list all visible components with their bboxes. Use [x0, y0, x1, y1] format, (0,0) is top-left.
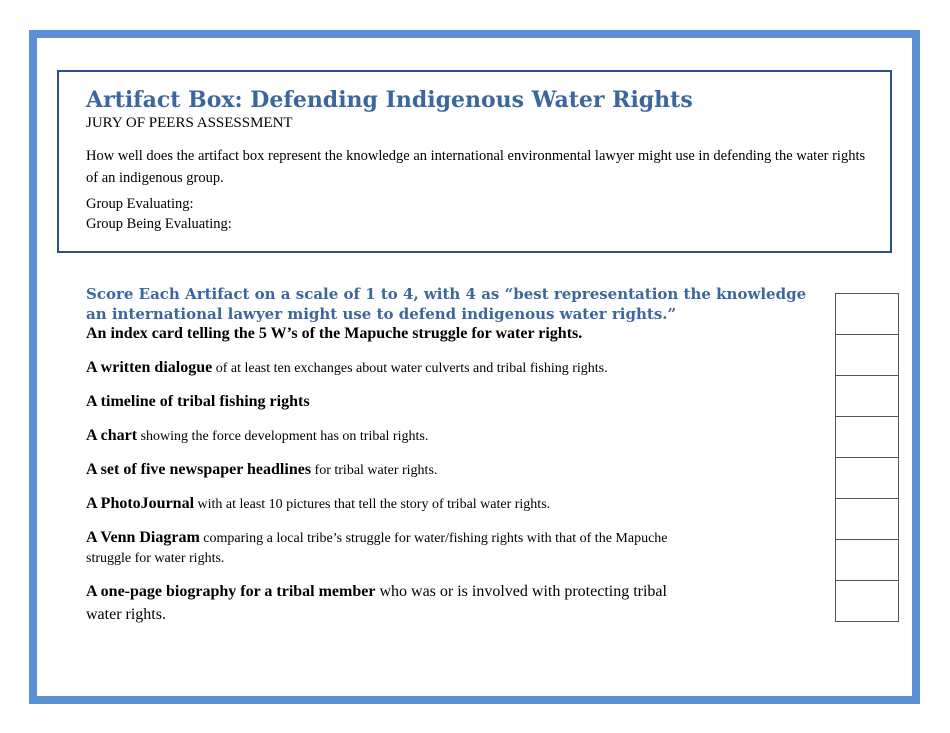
- artifact-item-photojournal: [86, 494, 726, 515]
- scoring-instructions: Score Each Artifact on a scale of 1 to 4, with 4 as “best representation the knowledge an international lawyer might use to defend indigenous water rights.”: [86, 285, 807, 323]
- score-box[interactable]: [836, 581, 898, 622]
- artifact-item-timeline: [86, 392, 726, 413]
- artifact-item-chart: [86, 426, 726, 447]
- artifact-lead: A timeline of tribal fishing rights: [86, 393, 310, 410]
- page-subtitle: JURY OF PEERS ASSESSMENT: [86, 115, 293, 131]
- score-box[interactable]: [836, 335, 898, 376]
- score-box[interactable]: [836, 540, 898, 581]
- assessment-question: How well does the artifact box represent the knowledge an international environmental lawyer might use in defending the water rights of an indigenous group.: [86, 148, 866, 186]
- artifact-lead: An index card telling the 5 W’s of the Mapuche struggle for water rights.: [86, 325, 583, 342]
- artifact-item-written-dialogue: [86, 358, 726, 379]
- score-box[interactable]: [836, 294, 898, 335]
- score-box[interactable]: [836, 376, 898, 417]
- group-evaluating-label: Group Evaluating:: [86, 196, 194, 212]
- artifact-desc: for tribal water rights.: [311, 463, 438, 478]
- score-box[interactable]: [836, 499, 898, 540]
- artifact-lead: A chart: [86, 427, 138, 444]
- artifact-lead: A one-page biography for a tribal member: [86, 583, 376, 600]
- artifact-item-index-card: [86, 324, 726, 345]
- score-box[interactable]: [836, 458, 898, 499]
- group-being-evaluating-label: Group Being Evaluating:: [86, 216, 232, 232]
- artifact-desc: who was or is involved with protecting tribal water rights.: [86, 583, 667, 623]
- artifact-item-newspaper-headlines: [86, 460, 726, 481]
- artifact-lead: A PhotoJournal: [86, 495, 195, 512]
- artifact-item-venn-diagram: [86, 528, 696, 569]
- score-column: [835, 293, 899, 622]
- artifact-item-biography: [86, 581, 706, 627]
- artifact-desc: comparing a local tribe’s struggle for water/fishing rights with that of the Mapuche struggle for water rights.: [86, 531, 668, 566]
- score-box[interactable]: [836, 417, 898, 458]
- artifact-desc: of at least ten exchanges about water culverts and tribal fishing rights.: [212, 361, 608, 376]
- page-title: Artifact Box: Defending Indigenous Water Rights: [86, 87, 693, 113]
- artifact-lead: A Venn Diagram: [86, 529, 200, 546]
- artifact-lead: A written dialogue: [86, 359, 213, 376]
- artifact-desc: showing the force development has on tribal rights.: [137, 429, 429, 444]
- artifact-lead: A set of five newspaper headlines: [86, 461, 312, 478]
- artifact-desc: with at least 10 pictures that tell the story of tribal water rights.: [194, 497, 551, 512]
